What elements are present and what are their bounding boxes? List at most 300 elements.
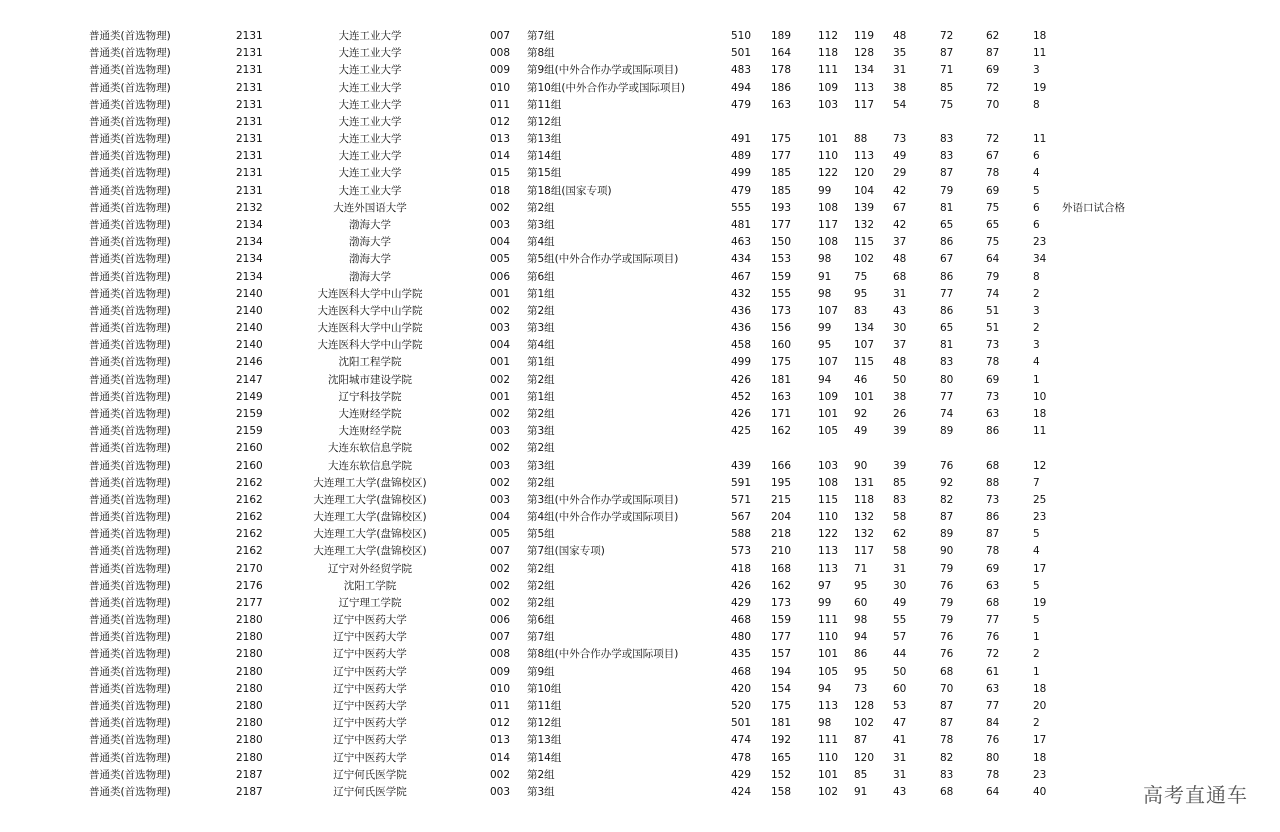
score-cell-2: 162 (771, 425, 792, 438)
group-code-cell: 002 (490, 442, 511, 455)
group-code-cell: 002 (490, 407, 511, 420)
school-code-cell: 2146 (236, 356, 263, 369)
table-row (0, 148, 1280, 165)
score-cell-4: 115 (854, 356, 875, 369)
table-row (0, 646, 1280, 663)
school-code-cell: 2131 (236, 64, 263, 77)
score-cell-6: 89 (940, 528, 954, 541)
school-name-cell: 大连理工大学(盘锦校区) (313, 528, 427, 541)
group-name-cell: 第7组 (527, 30, 555, 42)
score-cell-5: 31 (893, 64, 907, 77)
score-cell-3: 109 (818, 390, 839, 403)
group-name-cell: 第14组 (527, 751, 562, 764)
group-name-cell: 第15组 (527, 167, 562, 180)
group-code-cell: 003 (490, 425, 511, 438)
category-cell: 普通类(首选物理) (89, 407, 171, 420)
score-cell-4: 119 (854, 30, 875, 42)
watermark-text: 高考直通车 (1143, 783, 1248, 807)
score-cell-5: 48 (893, 253, 907, 266)
score-cell-4: 113 (854, 81, 875, 94)
score-cell-7: 63 (986, 579, 1000, 592)
school-name-cell: 大连医科大学中山学院 (317, 322, 423, 335)
score-cell-3: 110 (818, 150, 839, 163)
score-cell-5: 31 (893, 768, 907, 781)
school-code-cell: 2180 (236, 682, 263, 695)
score-cell-8: 6 (1033, 218, 1040, 231)
total-score-cell: 439 (731, 459, 752, 472)
total-score-cell: 479 (731, 98, 752, 111)
category-cell: 普通类(首选物理) (89, 511, 171, 524)
school-name-cell: 辽宁中医药大学 (333, 648, 407, 661)
group-name-cell: 第5组 (527, 528, 555, 541)
category-cell: 普通类(首选物理) (89, 373, 171, 386)
group-code-cell: 003 (490, 459, 511, 472)
school-code-cell: 2162 (236, 511, 263, 524)
score-cell-4: 49 (854, 425, 868, 438)
school-code-cell: 2131 (236, 81, 263, 94)
group-code-cell: 007 (490, 545, 511, 558)
total-score-cell: 478 (731, 751, 752, 764)
score-cell-8: 5 (1033, 528, 1040, 541)
score-cell-5: 41 (893, 734, 907, 747)
category-cell: 普通类(首选物理) (89, 700, 171, 713)
score-cell-2: 218 (771, 528, 792, 541)
school-name-cell: 沈阳城市建设学院 (328, 373, 412, 386)
score-cell-2: 177 (771, 631, 792, 644)
score-cell-8: 25 (1033, 493, 1047, 506)
category-cell: 普通类(首选物理) (89, 665, 171, 678)
table-row (0, 492, 1280, 509)
score-cell-5: 44 (893, 648, 907, 661)
group-code-cell: 007 (490, 631, 511, 644)
score-cell-3: 101 (818, 768, 839, 781)
score-cell-6: 75 (940, 98, 954, 111)
category-cell: 普通类(首选物理) (89, 47, 171, 60)
total-score-cell: 573 (731, 545, 752, 558)
score-cell-6: 83 (940, 150, 954, 163)
group-code-cell: 002 (490, 768, 511, 781)
category-cell: 普通类(首选物理) (89, 184, 171, 197)
score-cell-5: 31 (893, 287, 907, 300)
score-cell-5: 43 (893, 304, 907, 317)
group-name-cell: 第3组 (527, 425, 555, 438)
group-name-cell: 第8组(中外合作办学或国际项目) (527, 648, 679, 661)
score-cell-7: 75 (986, 201, 1000, 214)
score-cell-3: 115 (818, 493, 839, 506)
score-cell-6: 82 (940, 493, 954, 506)
category-cell: 普通类(首选物理) (89, 528, 171, 541)
school-name-cell: 辽宁何氏医学院 (333, 785, 407, 798)
score-cell-2: 195 (771, 476, 792, 489)
score-cell-6: 65 (940, 322, 954, 335)
group-code-cell: 008 (490, 47, 511, 60)
school-name-cell: 大连东软信息学院 (328, 442, 412, 455)
category-cell: 普通类(首选物理) (89, 459, 171, 472)
group-code-cell: 002 (490, 201, 511, 214)
table-row (0, 269, 1280, 286)
score-cell-3: 99 (818, 322, 832, 335)
score-cell-6: 74 (940, 407, 954, 420)
score-cell-4: 102 (854, 717, 875, 730)
score-cell-2: 204 (771, 511, 792, 524)
table-row (0, 389, 1280, 406)
group-code-cell: 013 (490, 133, 511, 146)
score-cell-3: 110 (818, 511, 839, 524)
score-cell-8: 20 (1033, 700, 1047, 713)
score-cell-3: 105 (818, 665, 839, 678)
score-cell-7: 65 (986, 218, 1000, 231)
group-name-cell: 第6组 (527, 614, 555, 627)
category-cell: 普通类(首选物理) (89, 390, 171, 403)
score-cell-4: 118 (854, 493, 875, 506)
score-cell-8: 2 (1033, 648, 1040, 661)
score-cell-4: 92 (854, 407, 868, 420)
score-cell-6: 68 (940, 785, 954, 798)
score-cell-7: 62 (986, 30, 1000, 42)
group-code-cell: 014 (490, 150, 511, 163)
score-cell-7: 77 (986, 700, 1000, 713)
score-cell-4: 71 (854, 562, 868, 575)
total-score-cell: 425 (731, 425, 752, 438)
score-cell-6: 87 (940, 717, 954, 730)
score-cell-7: 64 (986, 785, 1000, 798)
school-name-cell: 大连财经学院 (338, 425, 402, 438)
category-cell: 普通类(首选物理) (89, 425, 171, 438)
table-row (0, 234, 1280, 251)
score-cell-3: 95 (818, 339, 832, 352)
score-cell-5: 37 (893, 339, 907, 352)
score-cell-8: 1 (1033, 373, 1040, 386)
score-cell-2: 163 (771, 390, 792, 403)
category-cell: 普通类(首选物理) (89, 167, 171, 180)
group-name-cell: 第4组(中外合作办学或国际项目) (527, 511, 679, 524)
score-cell-6: 65 (940, 218, 954, 231)
group-name-cell: 第18组(国家专项) (527, 184, 612, 197)
group-name-cell: 第2组 (527, 373, 555, 386)
school-code-cell: 2149 (236, 390, 263, 403)
score-cell-6: 90 (940, 545, 954, 558)
score-cell-8: 23 (1033, 511, 1047, 524)
school-code-cell: 2131 (236, 30, 263, 42)
score-cell-3: 103 (818, 459, 839, 472)
score-cell-5: 37 (893, 236, 907, 249)
score-cell-8: 23 (1033, 768, 1047, 781)
score-cell-7: 70 (986, 98, 1000, 111)
school-name-cell: 沈阳工学院 (343, 579, 397, 592)
score-cell-5: 42 (893, 184, 907, 197)
group-name-cell: 第2组 (527, 562, 555, 575)
total-score-cell: 491 (731, 133, 752, 146)
total-score-cell: 474 (731, 734, 752, 747)
group-code-cell: 004 (490, 339, 511, 352)
score-cell-2: 178 (771, 64, 792, 77)
total-score-cell: 501 (731, 717, 752, 730)
score-cell-3: 94 (818, 373, 832, 386)
total-score-cell: 434 (731, 253, 752, 266)
group-code-cell: 003 (490, 785, 511, 798)
group-code-cell: 009 (490, 665, 511, 678)
school-code-cell: 2187 (236, 785, 263, 798)
school-code-cell: 2131 (236, 133, 263, 146)
score-cell-2: 160 (771, 339, 792, 352)
category-cell: 普通类(首选物理) (89, 339, 171, 352)
group-name-cell: 第3组 (527, 322, 555, 335)
score-cell-3: 112 (818, 30, 839, 42)
score-cell-5: 85 (893, 476, 907, 489)
table-row (0, 664, 1280, 681)
total-score-cell: 481 (731, 218, 752, 231)
table-row (0, 784, 1280, 801)
table-row (0, 750, 1280, 767)
group-code-cell: 006 (490, 614, 511, 627)
score-cell-3: 103 (818, 98, 839, 111)
score-cell-4: 60 (854, 596, 868, 609)
score-cell-4: 94 (854, 631, 868, 644)
school-name-cell: 大连工业大学 (338, 81, 402, 94)
category-cell: 普通类(首选物理) (89, 648, 171, 661)
group-name-cell: 第2组 (527, 304, 555, 317)
total-score-cell: 463 (731, 236, 752, 249)
score-cell-7: 87 (986, 528, 1000, 541)
score-cell-4: 132 (854, 511, 875, 524)
score-cell-2: 185 (771, 184, 792, 197)
group-name-cell: 第2组 (527, 201, 555, 214)
table-row (0, 320, 1280, 337)
school-code-cell: 2131 (236, 47, 263, 60)
school-code-cell: 2140 (236, 304, 263, 317)
score-cell-8: 5 (1033, 579, 1040, 592)
category-cell: 普通类(首选物理) (89, 682, 171, 695)
group-code-cell: 002 (490, 562, 511, 575)
group-name-cell: 第2组 (527, 476, 555, 489)
group-name-cell: 第10组 (527, 682, 562, 695)
score-cell-2: 156 (771, 322, 792, 335)
table-row (0, 45, 1280, 62)
school-name-cell: 渤海大学 (349, 218, 391, 231)
score-cell-8: 4 (1033, 167, 1040, 180)
school-name-cell: 大连工业大学 (338, 98, 402, 111)
school-name-cell: 辽宁何氏医学院 (333, 768, 407, 781)
score-cell-8: 1 (1033, 665, 1040, 678)
score-cell-7: 73 (986, 493, 1000, 506)
school-code-cell: 2159 (236, 425, 263, 438)
table-row (0, 458, 1280, 475)
total-score-cell: 458 (731, 339, 752, 352)
school-name-cell: 大连工业大学 (338, 150, 402, 163)
score-cell-8: 2 (1033, 717, 1040, 730)
score-cell-2: 177 (771, 150, 792, 163)
score-cell-3: 101 (818, 648, 839, 661)
school-code-cell: 2131 (236, 150, 263, 163)
category-cell: 普通类(首选物理) (89, 287, 171, 300)
group-code-cell: 003 (490, 322, 511, 335)
school-code-cell: 2132 (236, 201, 263, 214)
score-cell-7: 79 (986, 270, 1000, 283)
category-cell: 普通类(首选物理) (89, 614, 171, 627)
score-cell-6: 92 (940, 476, 954, 489)
score-cell-8: 11 (1033, 425, 1047, 438)
score-cell-6: 72 (940, 30, 954, 42)
score-cell-8: 18 (1033, 751, 1047, 764)
school-name-cell: 大连医科大学中山学院 (317, 304, 423, 317)
group-code-cell: 002 (490, 373, 511, 386)
group-name-cell: 第3组(中外合作办学或国际项目) (527, 493, 679, 506)
score-cell-4: 115 (854, 236, 875, 249)
group-name-cell: 第13组 (527, 133, 562, 146)
score-cell-7: 80 (986, 751, 1000, 764)
score-cell-6: 87 (940, 700, 954, 713)
score-cell-7: 78 (986, 167, 1000, 180)
score-cell-5: 47 (893, 717, 907, 730)
group-code-cell: 001 (490, 390, 511, 403)
score-cell-8: 3 (1033, 64, 1040, 77)
group-name-cell: 第11组 (527, 98, 562, 111)
school-name-cell: 大连理工大学(盘锦校区) (313, 511, 427, 524)
score-cell-4: 132 (854, 528, 875, 541)
score-cell-5: 83 (893, 493, 907, 506)
table-row (0, 354, 1280, 371)
group-name-cell: 第9组 (527, 665, 555, 678)
school-name-cell: 大连财经学院 (338, 407, 402, 420)
score-cell-8: 4 (1033, 545, 1040, 558)
category-cell: 普通类(首选物理) (89, 133, 171, 146)
table-row (0, 767, 1280, 784)
score-cell-8: 3 (1033, 339, 1040, 352)
score-cell-3: 113 (818, 700, 839, 713)
score-cell-2: 162 (771, 579, 792, 592)
score-cell-6: 76 (940, 631, 954, 644)
score-cell-3: 118 (818, 47, 839, 60)
score-cell-5: 55 (893, 614, 907, 627)
score-cell-5: 39 (893, 425, 907, 438)
group-name-cell: 第2组 (527, 768, 555, 781)
group-code-cell: 001 (490, 356, 511, 369)
category-cell: 普通类(首选物理) (89, 717, 171, 730)
score-cell-8: 2 (1033, 287, 1040, 300)
score-cell-4: 95 (854, 287, 868, 300)
score-cell-6: 89 (940, 425, 954, 438)
score-cell-6: 85 (940, 81, 954, 94)
school-code-cell: 2134 (236, 236, 263, 249)
group-code-cell: 002 (490, 579, 511, 592)
score-cell-2: 152 (771, 768, 792, 781)
score-cell-2: 153 (771, 253, 792, 266)
table-row (0, 595, 1280, 612)
school-name-cell: 辽宁中医药大学 (333, 717, 407, 730)
score-cell-5: 53 (893, 700, 907, 713)
score-cell-2: 185 (771, 167, 792, 180)
score-cell-8: 7 (1033, 476, 1040, 489)
score-cell-5: 26 (893, 407, 907, 420)
score-cell-6: 77 (940, 390, 954, 403)
score-cell-4: 86 (854, 648, 868, 661)
category-cell: 普通类(首选物理) (89, 64, 171, 77)
group-name-cell: 第12组 (527, 115, 562, 128)
group-code-cell: 003 (490, 218, 511, 231)
score-cell-8: 19 (1033, 81, 1047, 94)
category-cell: 普通类(首选物理) (89, 98, 171, 111)
total-score-cell: 436 (731, 322, 752, 335)
score-cell-3: 99 (818, 184, 832, 197)
school-code-cell: 2160 (236, 459, 263, 472)
group-name-cell: 第14组 (527, 150, 562, 163)
table-row (0, 286, 1280, 303)
score-cell-2: 159 (771, 614, 792, 627)
score-cell-3: 111 (818, 614, 839, 627)
score-cell-7: 77 (986, 614, 1000, 627)
school-code-cell: 2131 (236, 184, 263, 197)
group-name-cell: 第13组 (527, 734, 562, 747)
score-cell-7: 74 (986, 287, 1000, 300)
school-name-cell: 大连理工大学(盘锦校区) (313, 493, 427, 506)
score-cell-3: 111 (818, 64, 839, 77)
score-cell-2: 181 (771, 717, 792, 730)
total-score-cell: 426 (731, 407, 752, 420)
score-cell-3: 101 (818, 133, 839, 146)
score-cell-3: 109 (818, 81, 839, 94)
school-code-cell: 2140 (236, 322, 263, 335)
table-row (0, 698, 1280, 715)
score-cell-5: 39 (893, 459, 907, 472)
score-cell-4: 98 (854, 614, 868, 627)
group-code-cell: 009 (490, 64, 511, 77)
group-code-cell: 012 (490, 115, 511, 128)
score-cell-2: 163 (771, 98, 792, 111)
score-cell-2: 215 (771, 493, 792, 506)
score-cell-7: 78 (986, 768, 1000, 781)
score-cell-7: 67 (986, 150, 1000, 163)
score-cell-8: 34 (1033, 253, 1047, 266)
school-name-cell: 大连理工大学(盘锦校区) (313, 545, 427, 558)
score-cell-6: 83 (940, 356, 954, 369)
group-code-cell: 008 (490, 648, 511, 661)
table-row (0, 440, 1280, 457)
score-cell-7: 64 (986, 253, 1000, 266)
school-name-cell: 沈阳工程学院 (338, 356, 402, 369)
table-row (0, 183, 1280, 200)
score-cell-3: 98 (818, 253, 832, 266)
score-cell-3: 102 (818, 785, 839, 798)
score-cell-5: 48 (893, 356, 907, 369)
table-row (0, 131, 1280, 148)
category-cell: 普通类(首选物理) (89, 218, 171, 231)
total-score-cell: 489 (731, 150, 752, 163)
score-cell-5: 50 (893, 373, 907, 386)
group-code-cell: 007 (490, 30, 511, 42)
total-score-cell: 426 (731, 579, 752, 592)
score-cell-4: 134 (854, 64, 875, 77)
score-cell-7: 88 (986, 476, 1000, 489)
score-cell-4: 95 (854, 665, 868, 678)
score-cell-7: 69 (986, 373, 1000, 386)
score-cell-8: 1 (1033, 631, 1040, 644)
score-cell-7: 78 (986, 545, 1000, 558)
group-name-cell: 第2组 (527, 407, 555, 420)
score-cell-5: 68 (893, 270, 907, 283)
table-row (0, 97, 1280, 114)
score-cell-8: 23 (1033, 236, 1047, 249)
category-cell: 普通类(首选物理) (89, 545, 171, 558)
school-code-cell: 2180 (236, 751, 263, 764)
school-code-cell: 2131 (236, 98, 263, 111)
score-cell-8: 5 (1033, 184, 1040, 197)
category-cell: 普通类(首选物理) (89, 30, 171, 42)
score-cell-2: 159 (771, 270, 792, 283)
score-cell-6: 76 (940, 459, 954, 472)
table-row (0, 509, 1280, 526)
group-code-cell: 014 (490, 751, 511, 764)
score-cell-4: 73 (854, 682, 868, 695)
